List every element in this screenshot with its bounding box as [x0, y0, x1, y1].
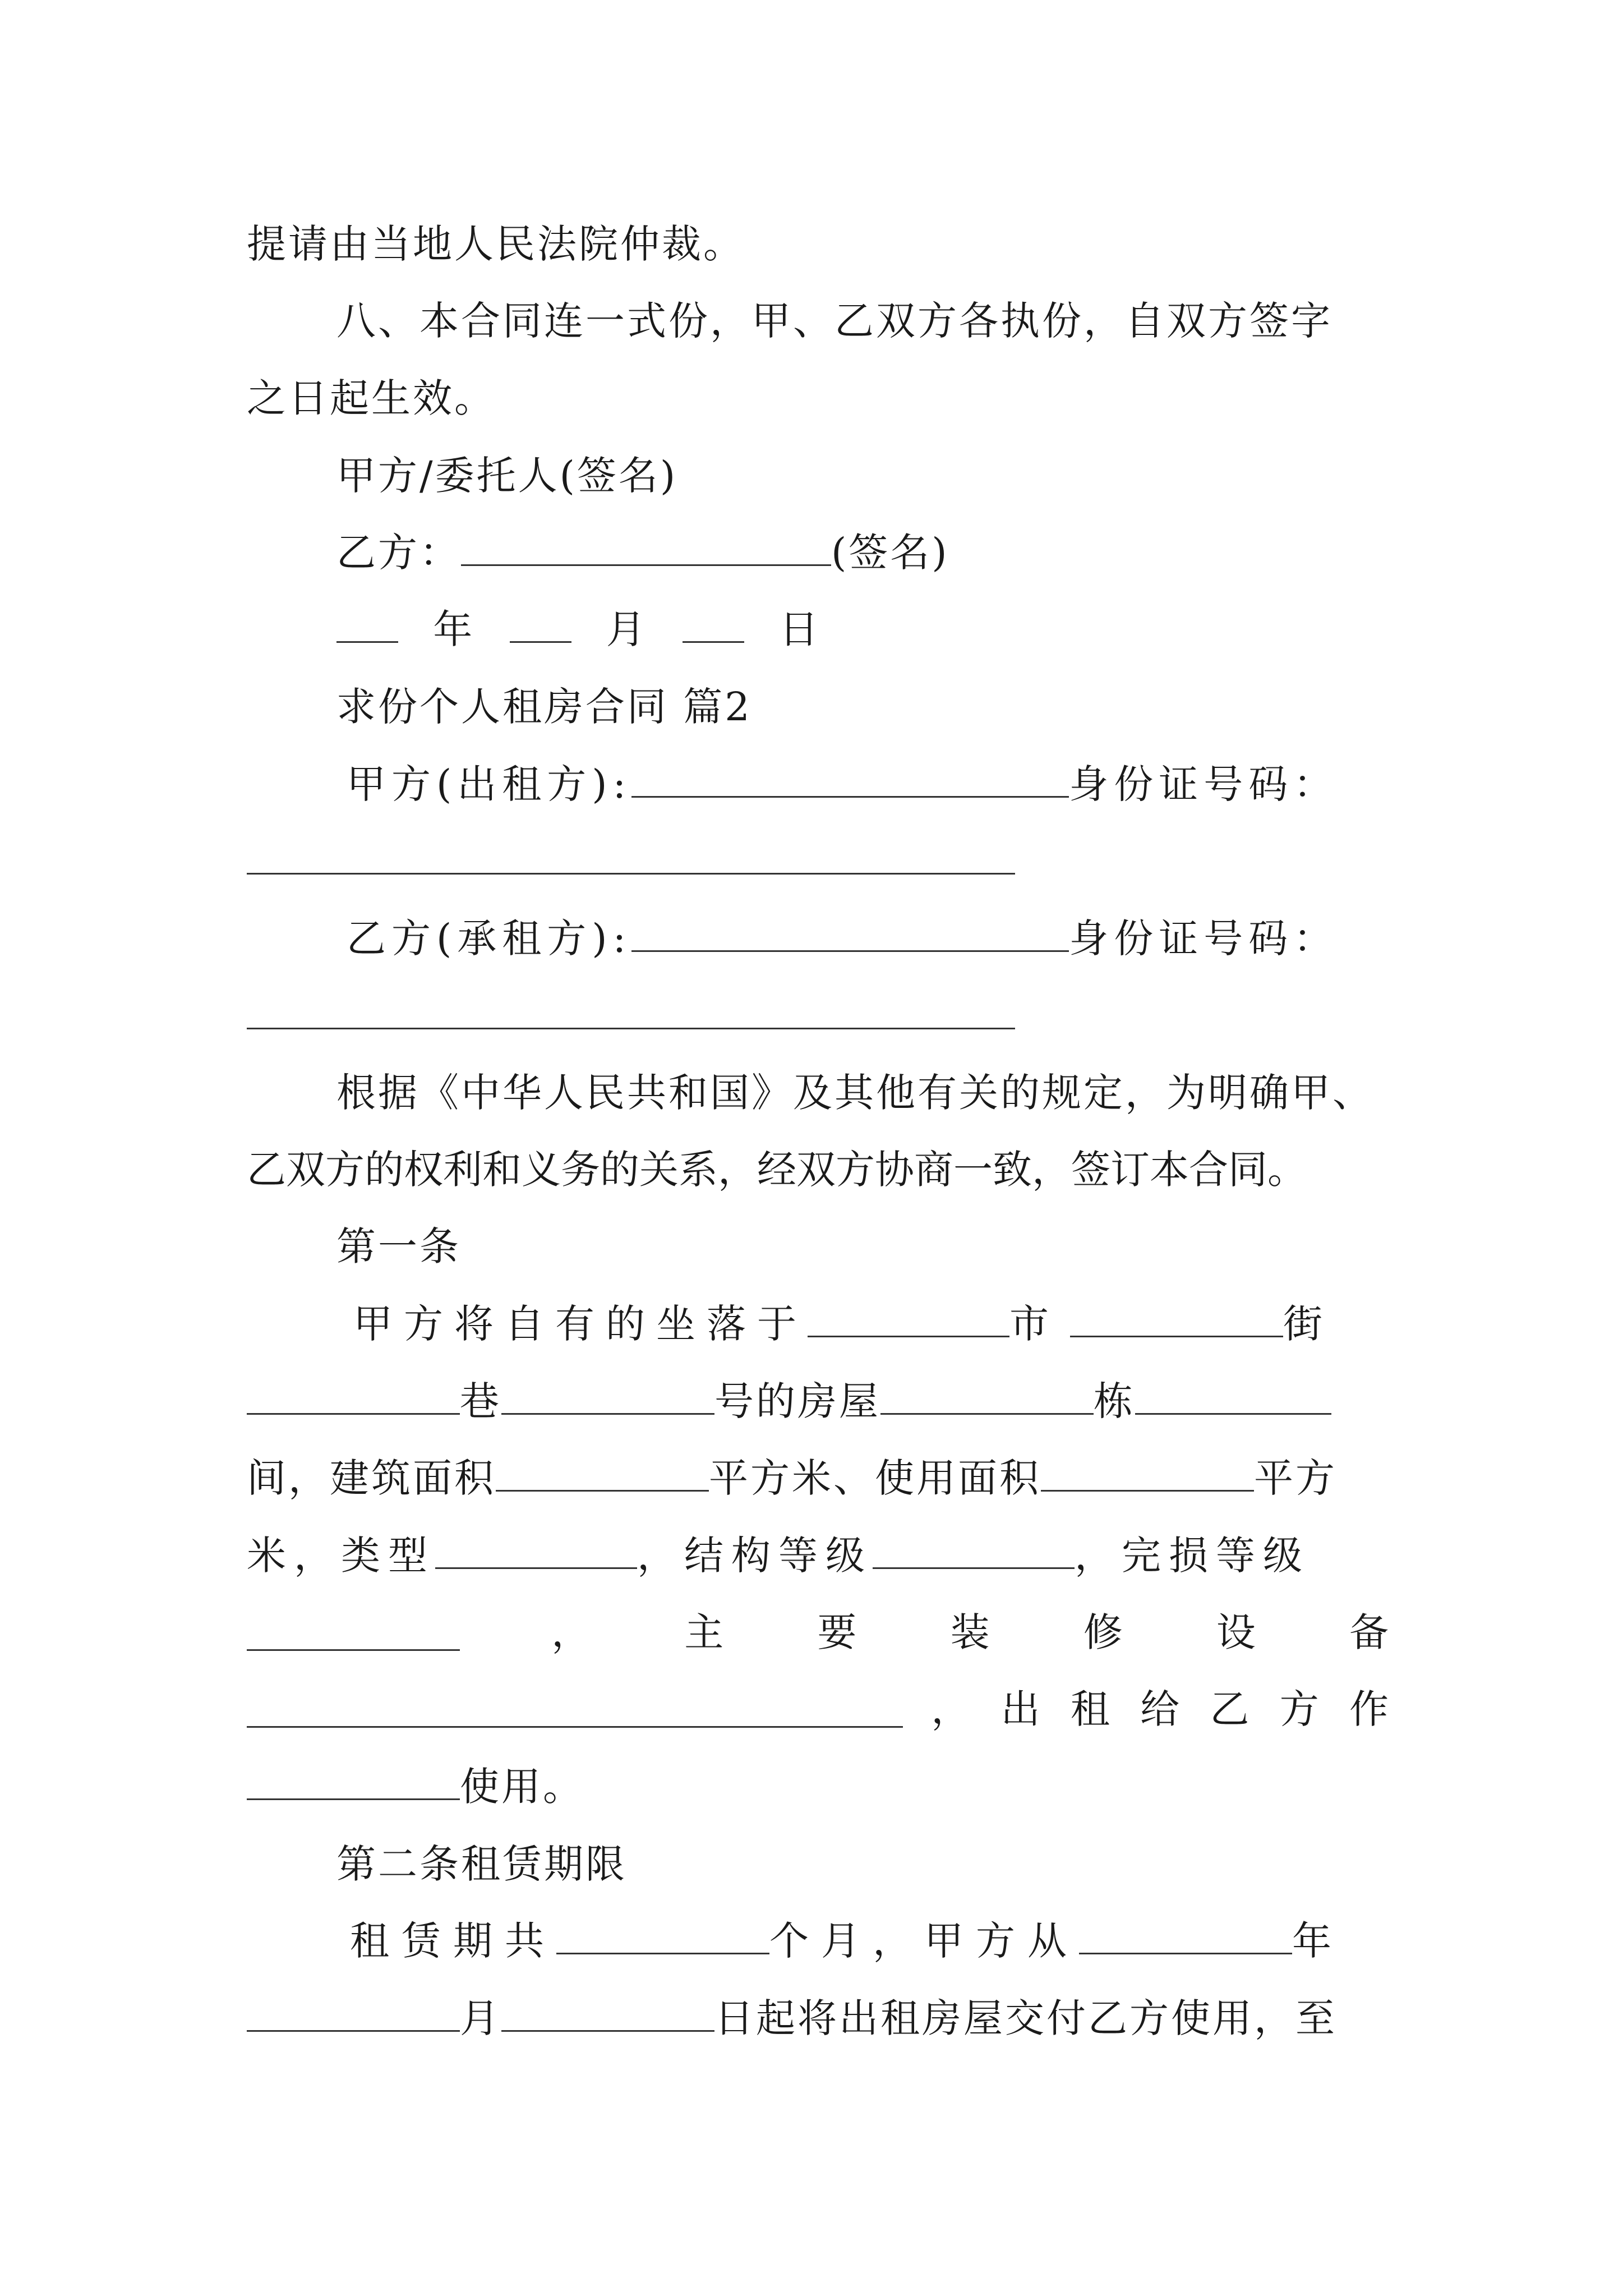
blank-field [556, 1918, 769, 1954]
month-label: 月 [606, 606, 648, 652]
text: 个月，甲方从 [769, 1918, 1079, 1964]
text-line [247, 1604, 1391, 1660]
blank-field [247, 1691, 903, 1728]
blank-field [496, 1455, 709, 1492]
blank-field [1135, 1378, 1331, 1415]
blank-field [247, 1995, 460, 2032]
text: 之日起生效。 [247, 375, 496, 421]
text: 八、本合同连一式份，甲、乙双方各执份，自双方签字 [336, 298, 1332, 344]
label: 身份证号码： [1069, 915, 1339, 961]
text-line [247, 216, 1391, 272]
blank-field [880, 1378, 1094, 1415]
text-line [247, 1990, 1391, 2046]
blank-field [501, 1378, 714, 1415]
text: 号的房屋 [714, 1378, 880, 1424]
text: 月 [460, 1995, 501, 2041]
text: 甲方将自有的坐落于 [353, 1301, 808, 1347]
text-line [247, 1759, 1391, 1815]
text: 主 [684, 1609, 726, 1655]
blank-field [1079, 1918, 1292, 1954]
text-line [247, 1681, 1391, 1737]
text: ， [931, 1686, 973, 1732]
text-line [336, 1296, 1391, 1352]
blank-field [461, 530, 831, 566]
text: 第一条 [336, 1223, 461, 1269]
blank-field [510, 606, 571, 643]
text: 根据《中华人民共和国》及其他有关的规定，为明确甲、 [336, 1070, 1374, 1116]
text: 平方 [1254, 1455, 1337, 1501]
text-line [247, 1373, 1391, 1429]
text: 装 [950, 1609, 992, 1655]
blank-field [631, 761, 1069, 798]
text: 使用。 [460, 1764, 584, 1810]
text: 求份个人租房合同 篇2 [336, 684, 752, 730]
label: 乙方(承租方): [347, 915, 632, 961]
text: 栋 [1094, 1378, 1135, 1424]
day-label: 日 [779, 606, 821, 652]
text-line [247, 1450, 1391, 1506]
blank-field [683, 606, 744, 643]
text: 修 [1083, 1609, 1125, 1655]
blank-field [247, 1764, 460, 1800]
text-line [336, 1913, 1391, 1969]
label: 甲方(出租方): [347, 761, 632, 807]
blank-field [247, 1614, 460, 1651]
blank-field [501, 1995, 714, 2032]
text-line [247, 1527, 1391, 1584]
text: 乙 [1210, 1686, 1252, 1732]
text: 巷 [460, 1378, 501, 1424]
blank-field [631, 915, 1069, 952]
text: ， [551, 1609, 593, 1655]
text: ，结构等级 [637, 1533, 873, 1579]
text: 米，类型 [247, 1533, 435, 1579]
text: 街 [1283, 1301, 1334, 1347]
text: 作 [1349, 1686, 1391, 1732]
label: 身份证号码： [1069, 761, 1339, 807]
text: 方 [1279, 1686, 1321, 1732]
blank-field [247, 1378, 460, 1415]
date-line [336, 601, 1391, 657]
section-heading [336, 679, 1391, 735]
text: 甲方/委托人(签名) [336, 453, 678, 499]
year-label: 年 [433, 606, 475, 652]
party-a-signature-line [336, 448, 1391, 504]
blank-field [247, 873, 1015, 875]
text: 备 [1349, 1609, 1391, 1655]
text: 日起将出租房屋交付乙方使用，至 [714, 1995, 1337, 2041]
text: 要 [817, 1609, 859, 1655]
blank-field [1041, 1455, 1254, 1492]
label: 乙方： [336, 530, 461, 576]
text: 租赁期共 [350, 1918, 556, 1964]
blank-field [336, 606, 398, 643]
text: 年 [1292, 1918, 1344, 1964]
article-heading [336, 1218, 1391, 1274]
text-line [247, 1142, 1391, 1198]
text: 平方米、使用面积 [709, 1455, 1041, 1501]
text: 提请由当地人民法院仲裁。 [247, 221, 745, 267]
text: 出 [1000, 1686, 1043, 1732]
lessor-line [336, 756, 1391, 812]
text: 间，建筑面积 [247, 1455, 496, 1501]
label: (签名) [831, 530, 949, 576]
clause-eight-line [336, 293, 1391, 349]
text: ，完损等级 [1075, 1533, 1310, 1579]
text: 市 [1009, 1301, 1060, 1347]
text: 乙双方的权利和义务的关系，经双方协商一致，签订本合同。 [247, 1147, 1307, 1193]
article-heading [336, 1836, 1391, 1892]
text: 设 [1216, 1609, 1258, 1655]
lessee-line [336, 910, 1391, 967]
text-line [336, 1065, 1391, 1121]
text: 给 [1140, 1686, 1182, 1732]
text-line [247, 370, 1391, 426]
blank-field [247, 1028, 1015, 1029]
blank-field [808, 1301, 1009, 1337]
party-b-signature-line [336, 524, 1391, 581]
blank-field [435, 1533, 637, 1569]
blank-field [1070, 1301, 1283, 1337]
blank-field [873, 1533, 1075, 1569]
text: 租 [1070, 1686, 1112, 1732]
text: 第二条租赁期限 [336, 1841, 627, 1887]
